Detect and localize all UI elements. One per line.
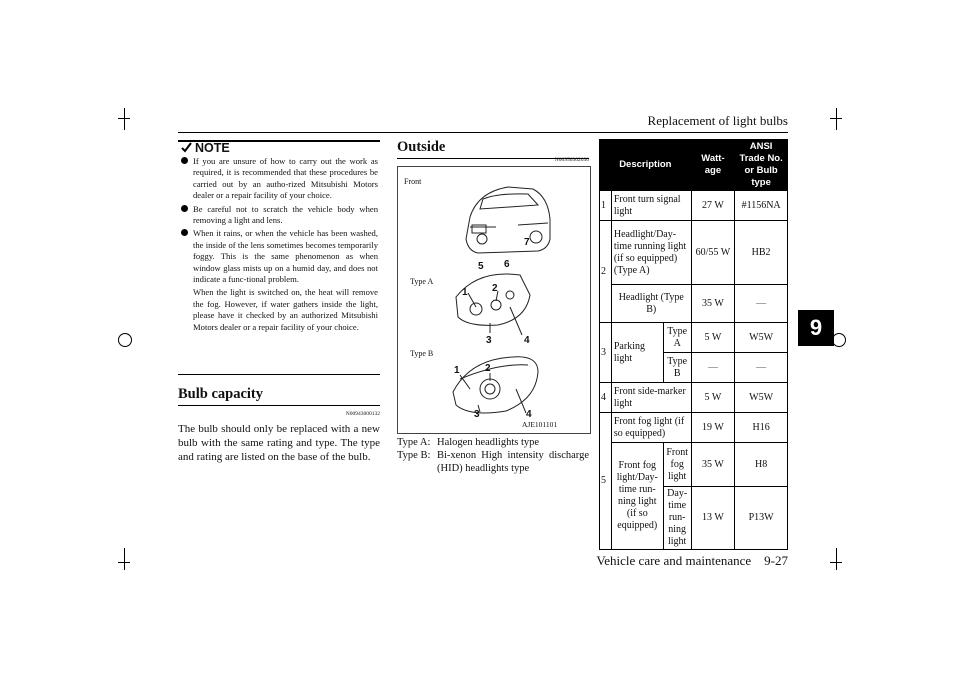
header-rule bbox=[178, 132, 788, 133]
callout-number: 6 bbox=[504, 259, 510, 270]
footer-page-number: 9-27 bbox=[764, 553, 788, 568]
page-header-title: Replacement of light bulbs bbox=[647, 113, 788, 128]
bulb-capacity-text: The bulb should only be replaced with a new bulb with the same rating and type. The type and rating are listed on the base of the bulb. bbox=[178, 423, 380, 463]
header-description: Description bbox=[600, 140, 692, 191]
note-item: If you are unsure of how to carry out the work as required, it is recommended that these procedures be carried out by an autho-rized Mitsubishi Motors dealer or a repair facility of your choice. bbox=[180, 156, 378, 202]
table-row: 4 Front side-marker light 5 W W5W bbox=[600, 383, 788, 413]
note-list bbox=[180, 156, 378, 333]
vehicle-illustration bbox=[398, 167, 590, 433]
page-footer bbox=[560, 553, 788, 569]
crop-mark bbox=[836, 548, 837, 570]
figure-label-type-b: Type B bbox=[410, 349, 434, 358]
table-row: 2 Headlight/Day-time running light (if so equipped) (Type A) 60/55 W HB2 bbox=[600, 221, 788, 285]
registration-mark bbox=[118, 333, 132, 347]
table-row: Type B — — bbox=[600, 353, 788, 383]
note-label bbox=[181, 141, 230, 155]
bullet-icon bbox=[181, 157, 188, 164]
crop-mark bbox=[124, 108, 125, 130]
callout-number: 2 bbox=[485, 363, 491, 374]
header-wattage: Watt-age bbox=[691, 140, 735, 191]
section-code: N00943000132 bbox=[345, 411, 380, 417]
headlight-type-legend bbox=[397, 436, 589, 475]
light-location-figure bbox=[397, 166, 591, 434]
note-item-continuation: When the light is switched on, the heat will remove the fog. However, if water gathers inside the light, please have it checked by an authorized Mitsubishi Motors dealer or a repair facility of your choice. bbox=[193, 287, 378, 332]
table-row: 1 Front turn signal light 27 W #1156NA bbox=[600, 191, 788, 221]
header-ansi: ANSI Trade No. or Bulb type bbox=[735, 140, 788, 191]
legend-row: Type B: Bi-xenon High intensity discharge (HID) headlights type bbox=[397, 450, 589, 474]
table-header-row bbox=[600, 140, 788, 191]
crop-mark bbox=[124, 548, 125, 570]
note-label-text: NOTE bbox=[195, 141, 230, 155]
footer-section: Vehicle care and maintenance bbox=[596, 553, 752, 568]
table-row: Front fog light/Day-time run-ning light (if so equipped) Front fog light 35 W H8 bbox=[600, 443, 788, 487]
callout-number: 2 bbox=[492, 283, 498, 294]
callout-number: 7 bbox=[524, 237, 530, 248]
bulb-capacity-heading: Bulb capacity bbox=[178, 386, 380, 406]
table-row: 3 Parking light Type A 5 W W5W bbox=[600, 323, 788, 353]
outside-heading: Outside bbox=[397, 139, 589, 159]
note-check-icon bbox=[181, 142, 192, 153]
section-code: N00950302030 bbox=[554, 157, 589, 163]
callout-number: 3 bbox=[474, 409, 480, 420]
callout-number: 4 bbox=[526, 409, 532, 420]
table-row: Day-time run-ning light 13 W P13W bbox=[600, 487, 788, 550]
figure-label-front: Front bbox=[404, 177, 422, 186]
crop-mark bbox=[836, 108, 837, 130]
table-row: 5 Front fog light (if so equipped) 19 W H16 bbox=[600, 413, 788, 443]
callout-number: 1 bbox=[454, 365, 460, 376]
legend-row: Type A: Halogen headlights type bbox=[397, 437, 540, 448]
callout-number: 1 bbox=[462, 287, 468, 298]
bulb-capacity-table bbox=[599, 139, 788, 550]
note-item: Be careful not to scratch the vehicle body when removing a light and lens. bbox=[180, 204, 378, 227]
callout-number: 4 bbox=[524, 335, 530, 346]
table-row: Headlight (Type B) 35 W — bbox=[600, 285, 788, 323]
figure-id: AJE101101 bbox=[522, 420, 558, 429]
headlight-type-a-icon bbox=[456, 274, 530, 325]
chapter-tab: 9 bbox=[798, 310, 834, 346]
callout-number: 5 bbox=[478, 261, 484, 272]
bullet-icon bbox=[181, 205, 188, 212]
note-item: When it rains, or when the vehicle has been washed, the inside of the lens sometimes becomes temporarily foggy. This is the same phenomenon as when window glass mists up on a humid day, and does not indicate a func-tional problem. bbox=[180, 228, 378, 285]
figure-label-type-a: Type A bbox=[410, 277, 434, 286]
callout-number: 3 bbox=[486, 335, 492, 346]
bullet-icon bbox=[181, 229, 188, 236]
registration-mark bbox=[832, 333, 846, 347]
